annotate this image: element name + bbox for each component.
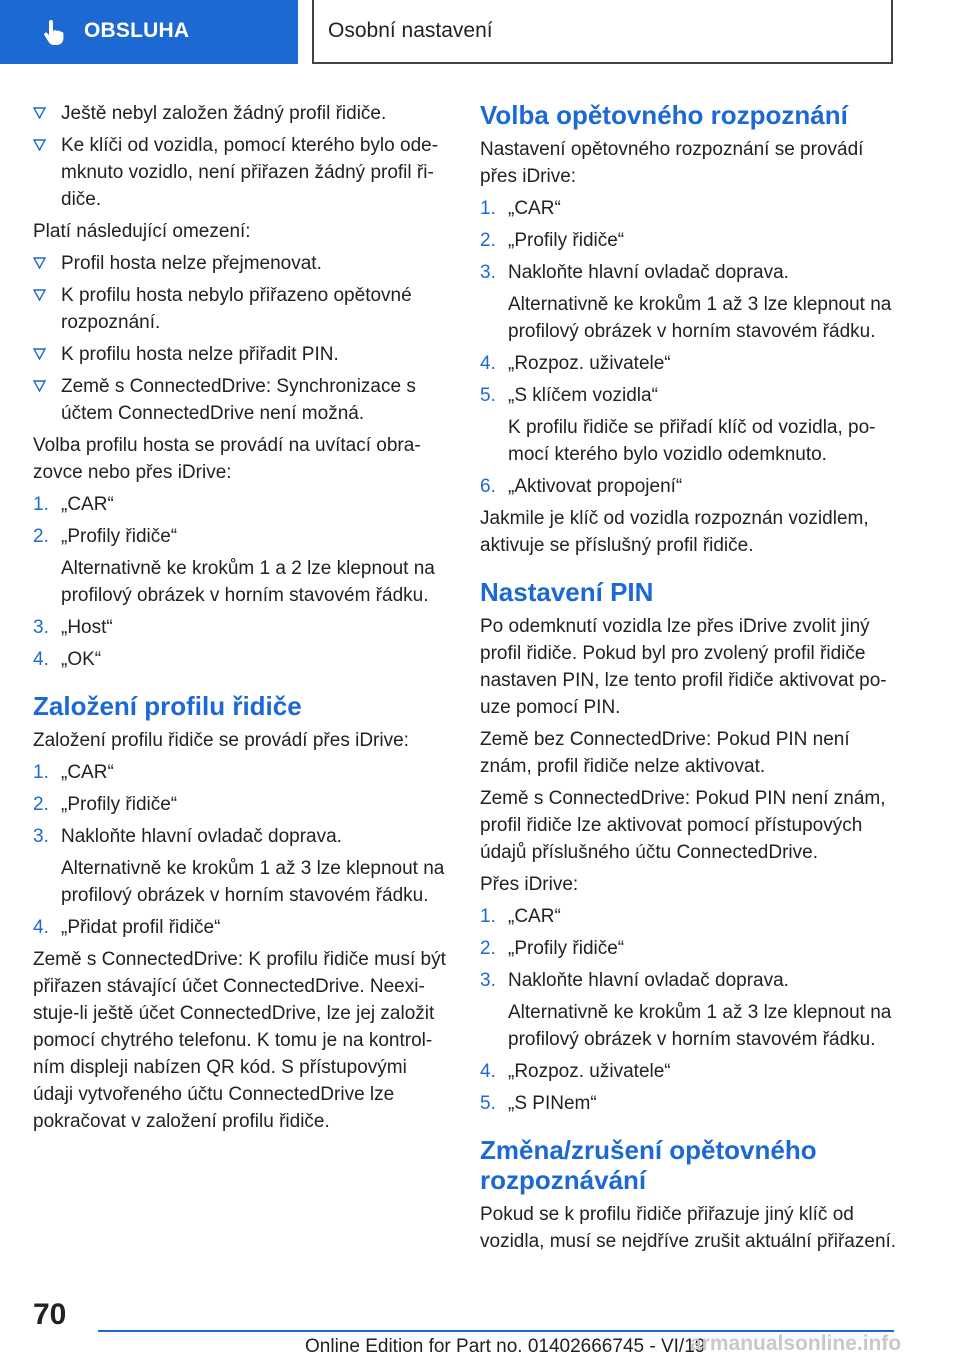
bullet-item <box>33 250 451 277</box>
triangle-bullet-icon <box>33 348 46 360</box>
paragraph: Nastavení opětovného rozpoznání se provádí přes iDrive: <box>480 139 864 187</box>
step-text: „CAR“ <box>508 906 561 927</box>
step-text: „CAR“ <box>61 762 114 783</box>
triangle-bullet-icon <box>33 139 46 151</box>
step-number: 4. <box>480 353 496 374</box>
page-number: 70 <box>33 1298 67 1331</box>
step-number: 3. <box>33 826 49 847</box>
step-number: 3. <box>480 262 496 283</box>
step-number: 2. <box>33 526 49 547</box>
triangle-bullet-icon <box>33 257 46 269</box>
step-number: 4. <box>33 917 49 938</box>
paragraph: Země bez ConnectedDrive: Pokud PIN není znám, profil řidiče nelze aktivovat. <box>480 729 850 777</box>
step-number: 1. <box>480 906 496 927</box>
step-number: 2. <box>480 230 496 251</box>
section-heading: Nastavení PIN <box>480 577 654 607</box>
chapter-title-box <box>312 0 893 64</box>
paragraph: Přes iDrive: <box>480 874 579 895</box>
step-text: „OK“ <box>61 649 102 670</box>
step-note: Alternativně ke krokům 1 a 2 lze klepnout na profilový obrázek v horním stavovém řádku. <box>61 558 435 606</box>
step-item <box>33 614 451 641</box>
step-item <box>480 967 898 994</box>
paragraph: Po odemknutí vozidla lze přes iDrive zvolit jiný profil řidiče. Pokud byl pro zvolený profil řidiče nastaven PIN, lze tento profil řidiče aktivovat pouze pomocí PIN. <box>480 616 887 718</box>
hand-pointer-icon <box>40 20 66 51</box>
step-note: Alternativně ke krokům 1 až 3 lze klepnout na profilový obrázek v horním stavovém řádku. <box>61 858 445 906</box>
step-text: „CAR“ <box>508 198 561 219</box>
step-text: „S PINem“ <box>508 1093 597 1114</box>
step-text: Nakloňte hlavní ovladač doprava. <box>508 262 789 283</box>
step-item <box>33 914 451 941</box>
step-item <box>33 491 451 518</box>
step-number: 6. <box>480 476 496 497</box>
step-text: „S klíčem vozidla“ <box>508 385 658 406</box>
step-number: 3. <box>480 970 496 991</box>
bullet-text: K profilu hosta nelze přiřadit PIN. <box>61 344 339 365</box>
section-heading: Změna/zrušení opětovného rozpoznávání <box>480 1135 817 1195</box>
step-item <box>480 903 898 930</box>
paragraph: Jakmile je klíč od vozidla rozpoznán vozidlem, aktivuje se příslušný profil řidiče. <box>480 508 869 556</box>
step-note: Alternativně ke krokům 1 až 3 lze klepnout na profilový obrázek v horním stavovém řádku. <box>508 294 892 342</box>
step-item <box>480 1058 898 1085</box>
section-tab <box>0 0 298 64</box>
step-item <box>480 935 898 962</box>
step-text: „Host“ <box>61 617 113 638</box>
bullet-item <box>33 132 451 213</box>
section-heading: Volba opětovného rozpoznání <box>480 100 848 130</box>
paragraph: Pokud se k profilu řidiče přiřazuje jiný klíč od vozidla, musí se nejdříve zrušit aktuální přiřazení. <box>480 1204 897 1252</box>
step-item <box>33 646 451 673</box>
step-number: 5. <box>480 1093 496 1114</box>
step-text: „Profily řidiče“ <box>61 526 178 547</box>
step-item <box>480 382 898 409</box>
step-number: 3. <box>33 617 49 638</box>
paragraph: Volba profilu hosta se provádí na uvítací obrazovce nebo přes iDrive: <box>33 435 421 483</box>
step-text: „Přidat profil řidiče“ <box>61 917 221 938</box>
paragraph: Platí následující omezení: <box>33 221 251 242</box>
paragraph: Země s ConnectedDrive: K profilu řidiče musí být přiřazen stávající účet ConnectedDrive. Neexistuje-li ještě účet ConnectedDrive, lze jej založit pomocí chytrého telefonu. K tomu je na kontrolním displeji nabízen QR kód. S přístupovými údaji vytvořeného účtu ConnectedDrive lze pokračovat v založení profilu řidiče. <box>33 949 446 1132</box>
step-text: „Aktivovat propojení“ <box>508 476 683 497</box>
bullet-text: Profil hosta nelze přejmenovat. <box>61 253 322 274</box>
bullet-text: Země s ConnectedDrive: Synchronizace s účtem ConnectedDrive není možná. <box>61 376 416 424</box>
step-item <box>33 791 451 818</box>
step-item <box>480 473 898 500</box>
edition-text: Online Edition for Part no. 01402666745 - VI/19 <box>305 1336 706 1357</box>
step-text: „Profily řidiče“ <box>61 794 178 815</box>
step-text: Nakloňte hlavní ovladač doprava. <box>61 826 342 847</box>
bullet-text: K profilu hosta nebylo přiřazeno opětovné rozpoznání. <box>61 285 412 333</box>
right-column <box>480 100 898 1260</box>
paragraph: Země s ConnectedDrive: Pokud PIN není znám, profil řidiče lze aktivovat pomocí přístupových údajů příslušného účtu ConnectedDrive. <box>480 788 886 863</box>
step-item <box>33 823 451 850</box>
step-number: 4. <box>33 649 49 670</box>
step-item <box>480 1090 898 1117</box>
chapter-title: Osobní nastavení <box>328 19 493 42</box>
step-number: 2. <box>480 938 496 959</box>
bullet-item <box>33 373 451 427</box>
bullet-item <box>33 341 451 368</box>
step-text: „CAR“ <box>61 494 114 515</box>
step-number: 2. <box>33 794 49 815</box>
step-item <box>480 259 898 286</box>
step-number: 4. <box>480 1061 496 1082</box>
section-heading: Založení profilu řidiče <box>33 691 302 721</box>
step-number: 5. <box>480 385 496 406</box>
step-number: 1. <box>33 494 49 515</box>
step-item <box>33 523 451 550</box>
bullet-item <box>33 282 451 336</box>
step-note: K profilu řidiče se přiřadí klíč od vozidla, pomocí kterého bylo vozidlo odemknuto. <box>508 417 876 465</box>
step-note: Alternativně ke krokům 1 až 3 lze klepnout na profilový obrázek v horním stavovém řádku. <box>508 1002 892 1050</box>
watermark-text: armanualsonline.info <box>690 1332 902 1355</box>
step-item <box>480 350 898 377</box>
triangle-bullet-icon <box>33 107 46 119</box>
step-number: 1. <box>33 762 49 783</box>
step-item <box>480 195 898 222</box>
step-text: „Rozpoz. uživatele“ <box>508 1061 671 1082</box>
bullet-text: Ke klíči od vozidla, pomocí kterého bylo odemknuto vozidlo, není přiřazen žádný profil řidiče. <box>61 135 439 210</box>
step-text: „Profily řidiče“ <box>508 230 625 251</box>
step-text: „Rozpoz. uživatele“ <box>508 353 671 374</box>
triangle-bullet-icon <box>33 289 46 301</box>
step-item <box>480 227 898 254</box>
paragraph: Založení profilu řidiče se provádí přes iDrive: <box>33 730 409 751</box>
step-item <box>33 759 451 786</box>
step-number: 1. <box>480 198 496 219</box>
section-label: OBSLUHA <box>84 19 190 42</box>
step-text: Nakloňte hlavní ovladač doprava. <box>508 970 789 991</box>
bullet-item <box>33 100 451 127</box>
left-column <box>33 100 451 1140</box>
triangle-bullet-icon <box>33 380 46 392</box>
bullet-text: Ještě nebyl založen žádný profil řidiče. <box>61 103 387 124</box>
step-text: „Profily řidiče“ <box>508 938 625 959</box>
